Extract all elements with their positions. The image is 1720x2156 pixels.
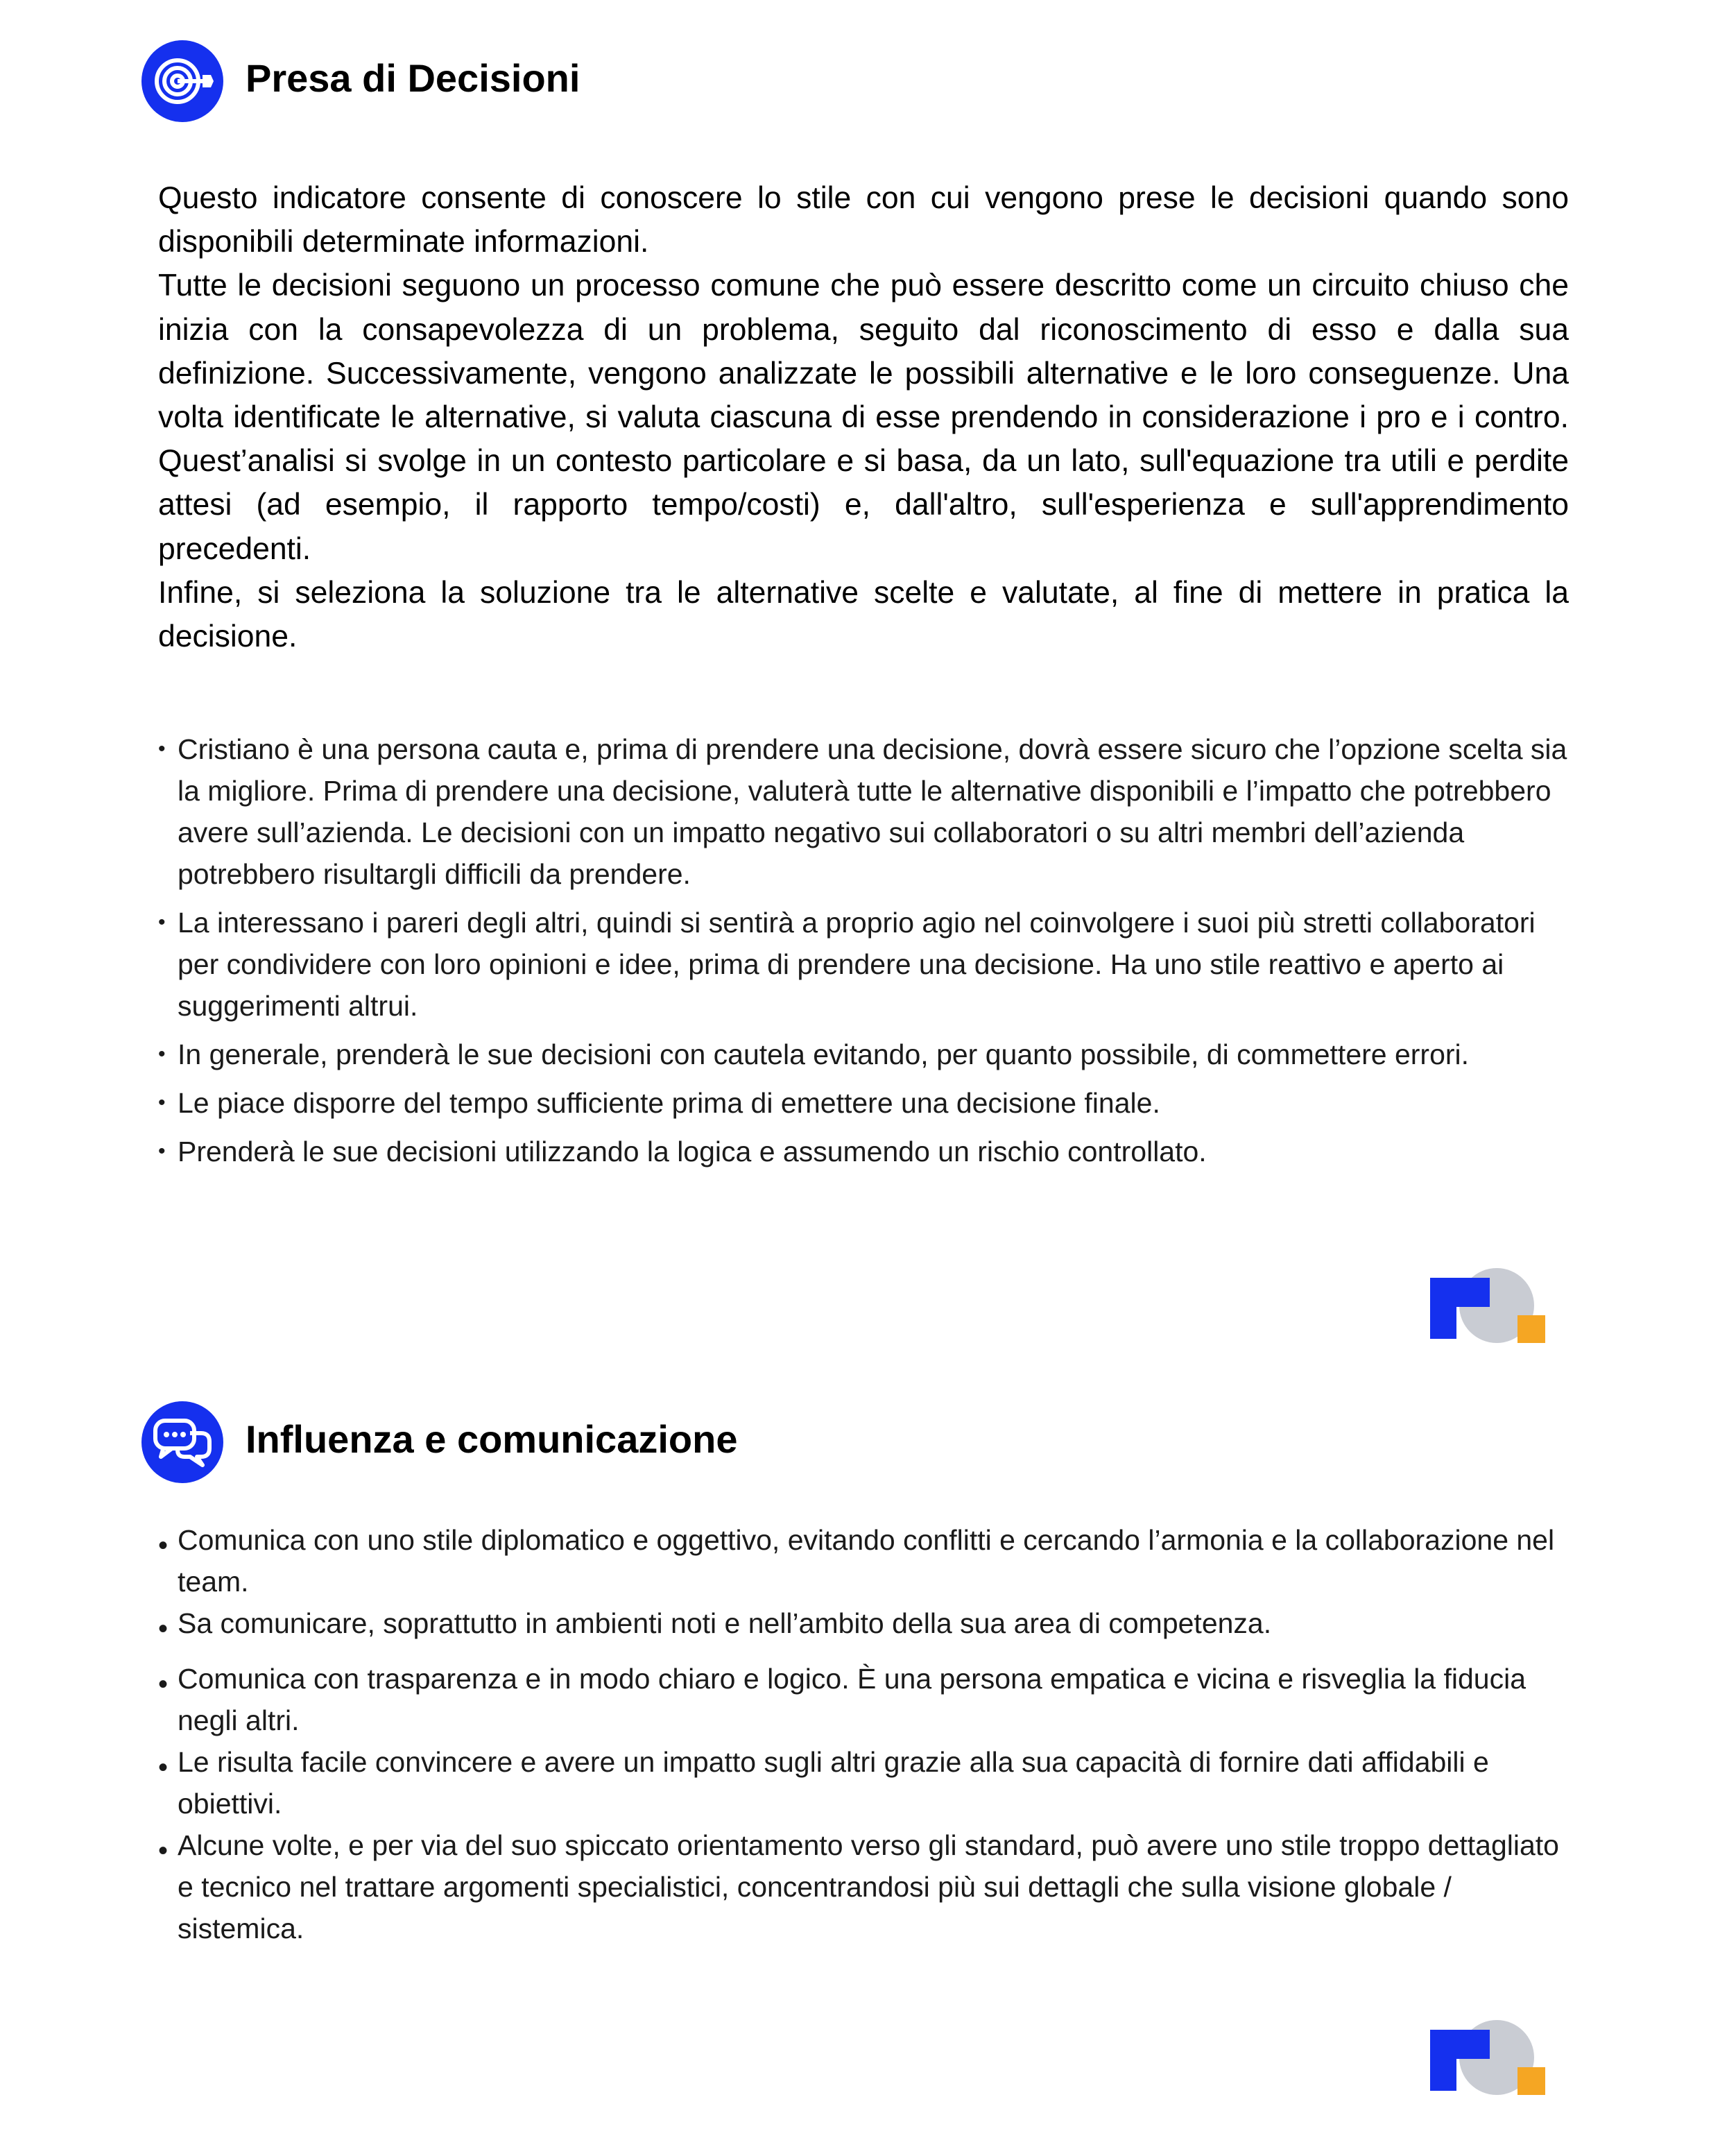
bullet-icon: • xyxy=(158,1091,166,1114)
list-item xyxy=(158,902,1569,1027)
section-title: Influenza e comunicazione xyxy=(246,1417,738,1461)
list-item xyxy=(158,1658,1569,1741)
bullet-icon: • xyxy=(158,1530,169,1561)
bullet-icon: • xyxy=(158,737,166,760)
decision-bullet-list xyxy=(158,728,1569,1179)
bullet-icon: • xyxy=(158,1836,169,1866)
target-icon xyxy=(141,40,223,122)
list-item xyxy=(158,1082,1569,1124)
list-item xyxy=(158,1034,1569,1075)
list-item-text: Le piace disporre del tempo sufficiente prima di emettere una decisione finale. xyxy=(178,1087,1160,1119)
bullet-icon: • xyxy=(158,1752,169,1783)
list-item-text: La interessano i pareri degli altri, quindi si sentirà a proprio agio nel coinvolgere i suoi più stretti collaboratori per condividere con loro opinioni e idee, prima di prendere una decisione. Ha uno stile reattivo e aperto ai suggerimenti altrui. xyxy=(178,907,1536,1022)
section-title: Presa di Decisioni xyxy=(246,56,580,100)
communication-bullet-list xyxy=(158,1519,1569,1949)
intro-paragraph: Infine, si seleziona la soluzione tra le alternative scelte e valutate, al fine di mettere in pratica la decisione. xyxy=(158,575,1569,654)
list-item-text: Comunica con trasparenza e in modo chiaro e logico. È una persona empatica e vicina e risveglia la fiducia negli altri. xyxy=(178,1663,1526,1736)
company-logo xyxy=(1427,2016,1548,2099)
list-item-text: In generale, prenderà le sue decisioni con cautela evitando, per quanto possibile, di commettere errori. xyxy=(178,1038,1470,1070)
intro-paragraph: Tutte le decisioni seguono un processo comune che può essere descritto come un circuito chiuso che inizia con la consapevolezza di un problema, seguito dal riconoscimento di esso e dalla sua definizione. Successivamente, vengono analizzate le possibili alternative e le loro conseguenze. Una volta identificate le alternative, si valuta ciascuna di esse prendendo in considerazione i pro e i contro. Quest’analisi si svolge in un contesto particolare e si basa, da un lato, sull'equazione tra utili e perdite attesi (ad esempio, il rapporto tempo/costi) e, dall'altro, sull'esperienza e sull'apprendimento precedenti. xyxy=(158,268,1569,566)
list-item xyxy=(158,1824,1569,1949)
intro-text xyxy=(158,176,1569,658)
list-item xyxy=(158,728,1569,895)
list-item-text: Le risulta facile convincere e avere un impatto sugli altri grazie alla sua capacità di fornire dati affidabili e obiettivi. xyxy=(178,1746,1489,1820)
list-item xyxy=(158,1131,1569,1172)
list-item xyxy=(158,1741,1569,1824)
intro-paragraph: Questo indicatore consente di conoscere lo stile con cui vengono prese le decisioni quando sono disponibili determinate informazioni. xyxy=(158,181,1569,259)
bullet-icon: • xyxy=(158,1614,169,1644)
bullet-icon: • xyxy=(158,1669,169,1700)
bullet-icon: • xyxy=(158,911,166,934)
list-item-text: Alcune volte, e per via del suo spiccato orientamento verso gli standard, può avere uno stile troppo dettagliato e tecnico nel trattare argomenti specialistici, concentrandosi più sui dettagli che sulla visione globale / sistemica. xyxy=(178,1829,1559,1944)
bullet-icon: • xyxy=(158,1140,166,1163)
list-item xyxy=(158,1602,1569,1644)
list-item-text: Cristiano è una persona cauta e, prima di prendere una decisione, dovrà essere sicuro che l’opzione scelta sia la migliore. Prima di prendere una decisione, valuterà tutte le alternative disponibili e l’impatto che potrebbero avere sull’azienda. Le decisioni con un impatto negativo sui collaboratori o su altri membri dell’azienda potrebbero risultargli difficili da prendere. xyxy=(178,733,1567,890)
company-logo xyxy=(1427,1264,1548,1347)
chat-bubbles-icon xyxy=(141,1401,223,1483)
bullet-icon: • xyxy=(158,1043,166,1066)
list-item-text: Comunica con uno stile diplomatico e oggettivo, evitando conflitti e cercando l’armonia e la collaborazione nel team. xyxy=(178,1524,1555,1598)
list-item-text: Sa comunicare, soprattutto in ambienti noti e nell’ambito della sua area di competenza. xyxy=(178,1607,1272,1639)
list-item xyxy=(158,1519,1569,1602)
list-item-text: Prenderà le sue decisioni utilizzando la logica e assumendo un rischio controllato. xyxy=(178,1136,1207,1167)
